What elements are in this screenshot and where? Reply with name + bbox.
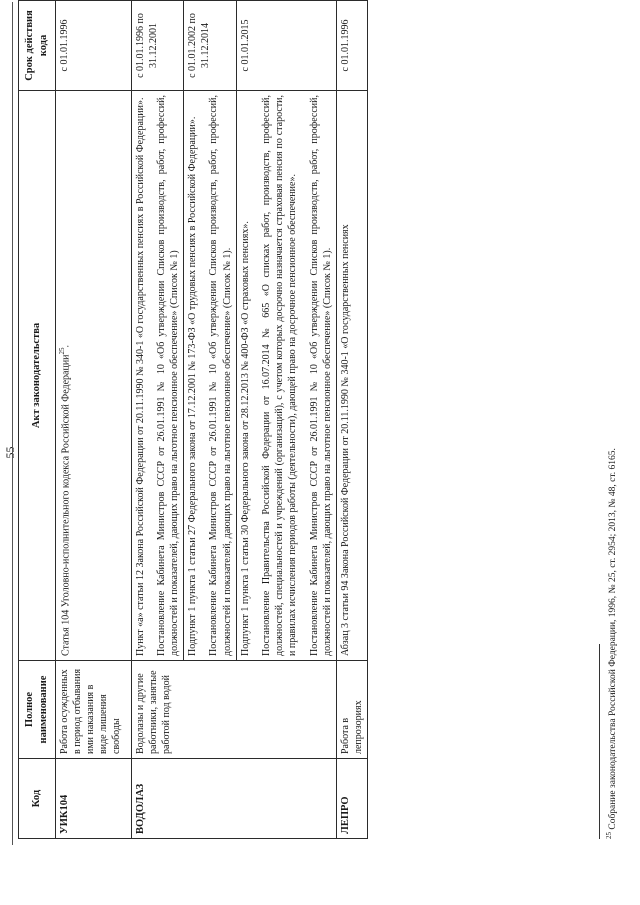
table-row (336, 1, 367, 839)
full-name-cell: Работа в лепрозориях (336, 661, 367, 759)
header-code: Код (19, 759, 56, 839)
act-cell (55, 91, 131, 661)
act-paragraph: Статья 104 Уголовно-исполнительного кодекса Российской Федерации$^{25}$. (57, 344, 72, 656)
act-cell (184, 91, 237, 661)
code-cell: УИК104 (55, 759, 131, 839)
legislation-table (18, 0, 368, 839)
table-row (131, 1, 184, 839)
footnote (605, 448, 618, 839)
full-name-cell: Работа осужденных в период отбывания ими наказания в виде лишения свободы (55, 661, 131, 759)
footnote-rule (599, 644, 600, 839)
act-paragraph: Постановление Кабинета Министров СССР от 26.01.1991 № 10 «Об утверждении Списков производств, работ, профессий, должностей и показателей, дающих право на льготное пенсионное обеспечение» (Список № 1) (155, 95, 181, 656)
footnote-ref: 25 (57, 347, 66, 355)
header-validity: Срок действия кода (19, 1, 56, 91)
act-cell (336, 91, 367, 661)
code-cell: ЛЕПРО (336, 759, 367, 839)
header-act: Акт законодательства (19, 91, 56, 661)
validity-cell: с 01.01.1996 по 31.12.2001 (131, 1, 184, 91)
footnote-text: Собрание законодательства Российской Федерации, 1996, № 25, ст. 2954; 2013, № 48, ст. 6165. (608, 448, 619, 832)
page-number: 55 (3, 446, 17, 459)
act-cell (236, 91, 336, 661)
top-rule (12, 2, 13, 845)
act-paragraph: Подпункт 1 пункта 1 статьи 30 Федерального закона от 28.12.2013 № 400-ФЗ «О страховых пенсиях». (239, 221, 251, 656)
act-paragraph: Пункт «а» статьи 12 Закона Российской Федерации от 20.11.1990 № 340-1 «О государственных пенсиях в Российской Федерации». (134, 97, 146, 656)
table-row (55, 1, 131, 839)
validity-cell: с 01.01.2002 по 31.12.2014 (184, 1, 237, 91)
act-paragraph: Постановление Кабинета Министров СССР от 26.01.1991 № 10 «Об утверждении Списков производств, работ, профессий, должностей и показателей, дающих право на льготное пенсионное обеспечение» (Список № 1). (308, 95, 333, 656)
table-header-row (19, 1, 56, 839)
act-cell (131, 91, 184, 661)
act-paragraph: Постановление Правительства Российской Федерации от 16.07.2014 № 665 «О списках работ, производств, профессий, должностей, специальностей и учреждений (организаций), с учетом которых досрочно назначается страховая пенсия по старости, и правилах исчисления периодов работы (деятельности), дающей право на досрочное пенсионное обеспечение». (261, 95, 299, 656)
header-full-name: Полное наименование (19, 661, 56, 759)
validity-cell: с 01.01.1996 (55, 1, 131, 91)
validity-cell: с 01.01.2015 (236, 1, 336, 91)
validity-cell: с 01.01.1996 (336, 1, 367, 91)
act-paragraph: Подпункт 1 пункта 1 статьи 27 Федерального закона от 17.12.2001 № 173-ФЗ «О трудовых пенсиях в Российской Федерации». (187, 116, 199, 656)
code-cell: ВОДОЛАЗ (131, 759, 336, 839)
act-paragraph: Абзац 3 статьи 94 Закона Российской Федерации от 20.11.1990 № 340-1 «О государственных пенсиях (339, 224, 351, 656)
act-paragraph: Постановление Кабинета Министров СССР от 26.01.1991 № 10 «Об утверждении Списков производств, работ, профессий, должностей и показателей, дающих право на льготное пенсионное обеспечение» (Список № 1). (208, 95, 233, 656)
footnote-number: 25 (605, 832, 613, 839)
full-name-cell: Водолазы и другие работники, занятые работой под водой (131, 661, 336, 759)
